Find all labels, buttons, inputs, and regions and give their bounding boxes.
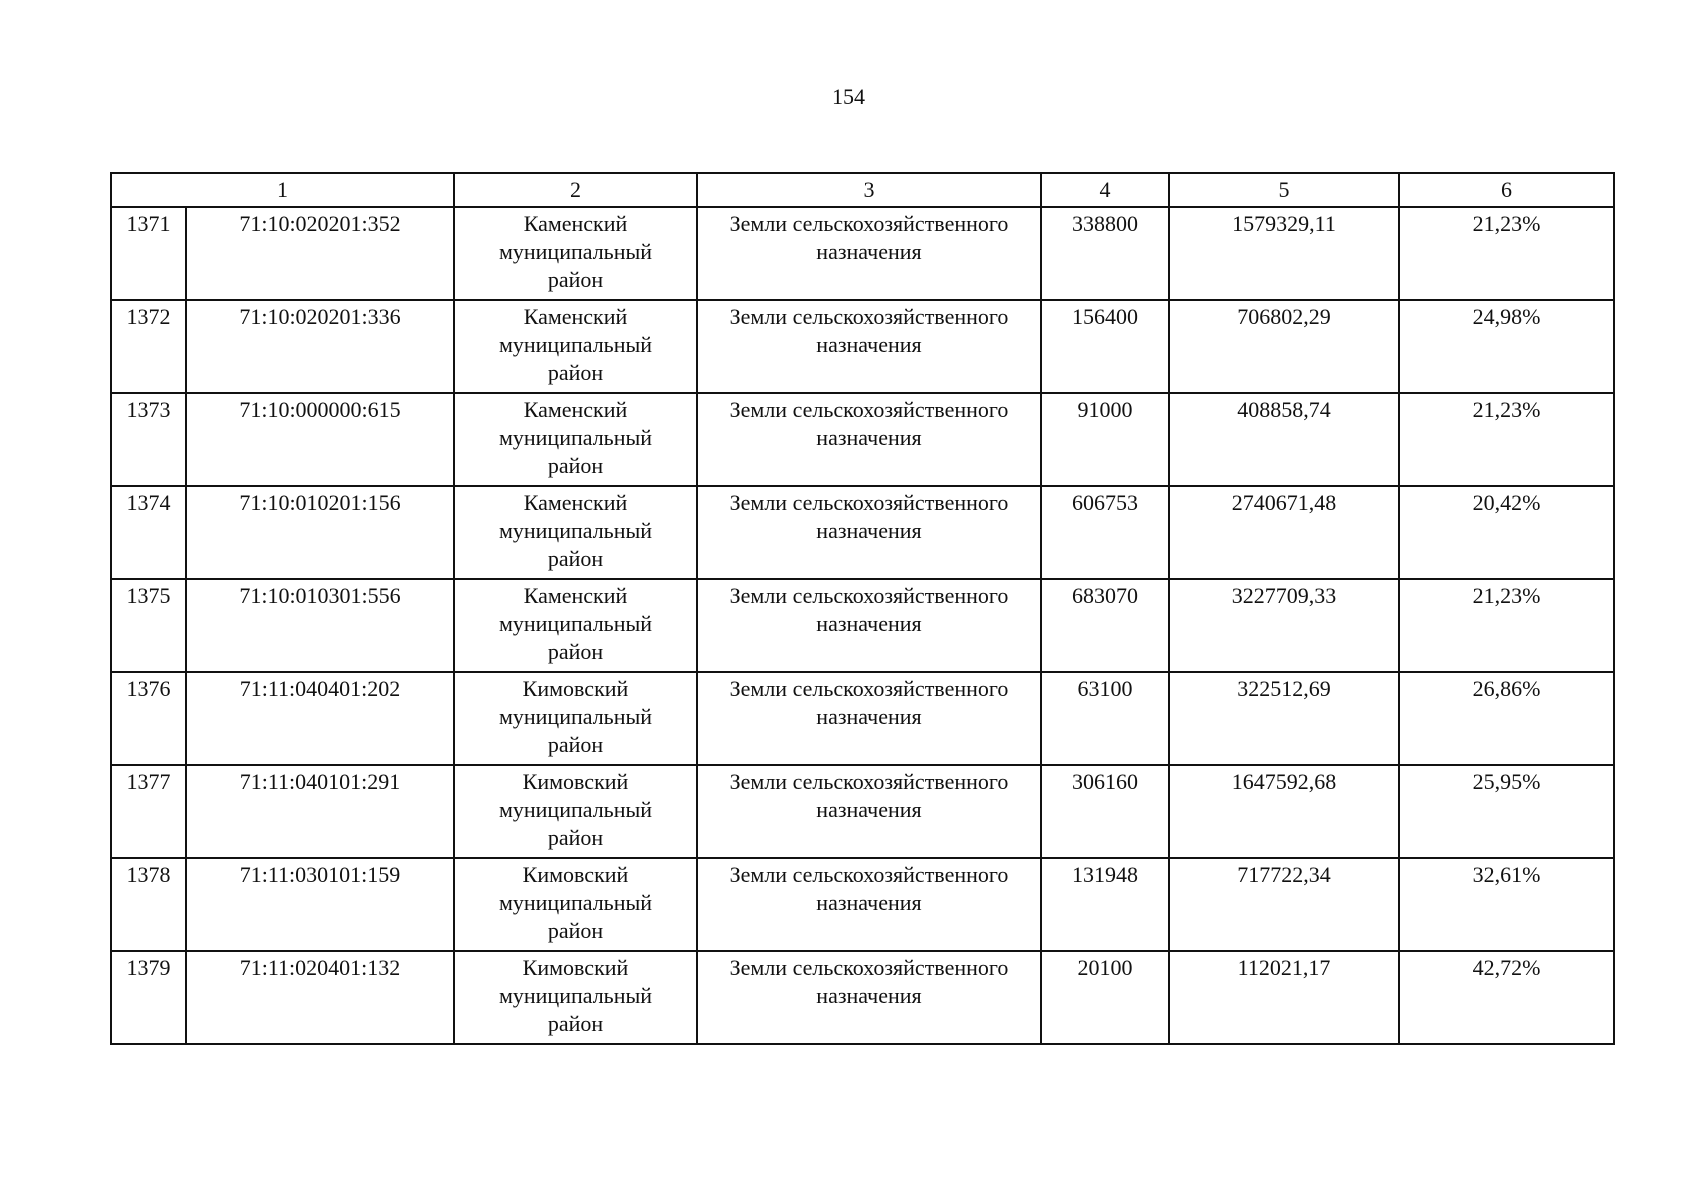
row-number: 1373	[111, 393, 186, 486]
plot-area: 63100	[1041, 672, 1169, 765]
district-suffix: район	[547, 918, 604, 943]
land-category-line-2: назначения	[816, 704, 922, 729]
plot-area: 156400	[1041, 300, 1169, 393]
cadastral-number: 71:11:040401:202	[186, 672, 454, 765]
district-suffix: район	[547, 360, 604, 385]
percent-value: 20,42%	[1399, 486, 1614, 579]
land-category-line-1: Земли сельскохозяйственного	[729, 490, 1009, 515]
district-suffix: район	[547, 453, 604, 478]
district-cell	[454, 579, 697, 672]
cadastral-value: 408858,74	[1169, 393, 1399, 486]
row-number: 1375	[111, 579, 186, 672]
district-type: муниципальный	[498, 797, 653, 822]
percent-value: 32,61%	[1399, 858, 1614, 951]
percent-value: 25,95%	[1399, 765, 1614, 858]
district-cell	[454, 951, 697, 1044]
cadastral-value: 322512,69	[1169, 672, 1399, 765]
district-cell	[454, 858, 697, 951]
cadastral-value: 112021,17	[1169, 951, 1399, 1044]
row-number: 1378	[111, 858, 186, 951]
plot-area: 20100	[1041, 951, 1169, 1044]
district-suffix: район	[547, 546, 604, 571]
district-name: Каменский	[523, 211, 628, 236]
district-suffix: район	[547, 1011, 604, 1036]
header-col-4: 4	[1041, 173, 1169, 207]
district-type: муниципальный	[498, 239, 653, 264]
land-category-cell	[697, 300, 1041, 393]
row-number: 1374	[111, 486, 186, 579]
land-category-cell	[697, 672, 1041, 765]
district-name: Кимовский	[522, 955, 629, 980]
land-category-line-1: Земли сельскохозяйственного	[729, 862, 1009, 887]
land-category-line-1: Земли сельскохозяйственного	[729, 769, 1009, 794]
district-type: муниципальный	[498, 704, 653, 729]
land-category-line-1: Земли сельскохозяйственного	[729, 955, 1009, 980]
percent-value: 26,86%	[1399, 672, 1614, 765]
table-row	[111, 393, 1614, 486]
land-category-line-2: назначения	[816, 332, 922, 357]
district-cell	[454, 672, 697, 765]
header-col-1: 1	[111, 173, 454, 207]
land-category-cell	[697, 486, 1041, 579]
land-category-line-2: назначения	[816, 890, 922, 915]
land-category-line-2: назначения	[816, 518, 922, 543]
district-name: Каменский	[523, 397, 628, 422]
percent-value: 21,23%	[1399, 393, 1614, 486]
header-col-3: 3	[697, 173, 1041, 207]
land-plot-table	[110, 172, 1615, 1045]
land-category-line-1: Земли сельскохозяйственного	[729, 397, 1009, 422]
cadastral-value: 1647592,68	[1169, 765, 1399, 858]
land-category-line-1: Земли сельскохозяйственного	[729, 304, 1009, 329]
row-number: 1379	[111, 951, 186, 1044]
percent-value: 24,98%	[1399, 300, 1614, 393]
table-row	[111, 300, 1614, 393]
plot-area: 338800	[1041, 207, 1169, 300]
header-col-6: 6	[1399, 173, 1614, 207]
district-type: муниципальный	[498, 425, 653, 450]
percent-value: 42,72%	[1399, 951, 1614, 1044]
cadastral-number: 71:10:000000:615	[186, 393, 454, 486]
land-category-cell	[697, 951, 1041, 1044]
cadastral-value: 1579329,11	[1169, 207, 1399, 300]
cadastral-number: 71:11:040101:291	[186, 765, 454, 858]
land-category-line-2: назначения	[816, 611, 922, 636]
district-name: Кимовский	[522, 862, 629, 887]
district-suffix: район	[547, 732, 604, 757]
table-row	[111, 951, 1614, 1044]
cadastral-number: 71:10:010301:556	[186, 579, 454, 672]
district-type: муниципальный	[498, 332, 653, 357]
district-cell	[454, 300, 697, 393]
district-name: Каменский	[523, 490, 628, 515]
row-number: 1372	[111, 300, 186, 393]
cadastral-number: 71:11:030101:159	[186, 858, 454, 951]
header-col-2: 2	[454, 173, 697, 207]
land-category-line-2: назначения	[816, 425, 922, 450]
cadastral-value: 3227709,33	[1169, 579, 1399, 672]
cadastral-number: 71:10:020201:336	[186, 300, 454, 393]
cadastral-number: 71:10:020201:352	[186, 207, 454, 300]
district-name: Каменский	[523, 304, 628, 329]
table-row	[111, 207, 1614, 300]
header-row	[111, 173, 1614, 207]
cadastral-number: 71:10:010201:156	[186, 486, 454, 579]
percent-value: 21,23%	[1399, 207, 1614, 300]
row-number: 1377	[111, 765, 186, 858]
table-body	[111, 207, 1614, 1044]
table-row	[111, 579, 1614, 672]
cadastral-number: 71:11:020401:132	[186, 951, 454, 1044]
land-category-line-2: назначения	[816, 983, 922, 1008]
land-category-line-1: Земли сельскохозяйственного	[729, 211, 1009, 236]
land-category-cell	[697, 579, 1041, 672]
district-cell	[454, 486, 697, 579]
table-header	[111, 173, 1614, 207]
percent-value: 21,23%	[1399, 579, 1614, 672]
page-number: 154	[832, 84, 865, 109]
district-suffix: район	[547, 639, 604, 664]
land-category-line-2: назначения	[816, 239, 922, 264]
land-category-line-1: Земли сельскохозяйственного	[729, 676, 1009, 701]
plot-area: 91000	[1041, 393, 1169, 486]
land-category-cell	[697, 207, 1041, 300]
district-name: Каменский	[523, 583, 628, 608]
land-category-cell	[697, 765, 1041, 858]
district-name: Кимовский	[522, 676, 629, 701]
row-number: 1371	[111, 207, 186, 300]
district-type: муниципальный	[498, 518, 653, 543]
district-type: муниципальный	[498, 983, 653, 1008]
district-type: муниципальный	[498, 890, 653, 915]
table-row	[111, 486, 1614, 579]
cadastral-value: 717722,34	[1169, 858, 1399, 951]
district-type: муниципальный	[498, 611, 653, 636]
cadastral-value: 2740671,48	[1169, 486, 1399, 579]
row-number: 1376	[111, 672, 186, 765]
plot-area: 306160	[1041, 765, 1169, 858]
table-row	[111, 858, 1614, 951]
district-cell	[454, 207, 697, 300]
table-row	[111, 765, 1614, 858]
header-col-5: 5	[1169, 173, 1399, 207]
plot-area: 683070	[1041, 579, 1169, 672]
land-category-line-1: Земли сельскохозяйственного	[729, 583, 1009, 608]
table-row	[111, 672, 1614, 765]
cadastral-value: 706802,29	[1169, 300, 1399, 393]
district-suffix: район	[547, 825, 604, 850]
land-category-cell	[697, 393, 1041, 486]
district-suffix: район	[547, 267, 604, 292]
plot-area: 606753	[1041, 486, 1169, 579]
district-name: Кимовский	[522, 769, 629, 794]
land-category-line-2: назначения	[816, 797, 922, 822]
district-cell	[454, 393, 697, 486]
district-cell	[454, 765, 697, 858]
land-category-cell	[697, 858, 1041, 951]
plot-area: 131948	[1041, 858, 1169, 951]
